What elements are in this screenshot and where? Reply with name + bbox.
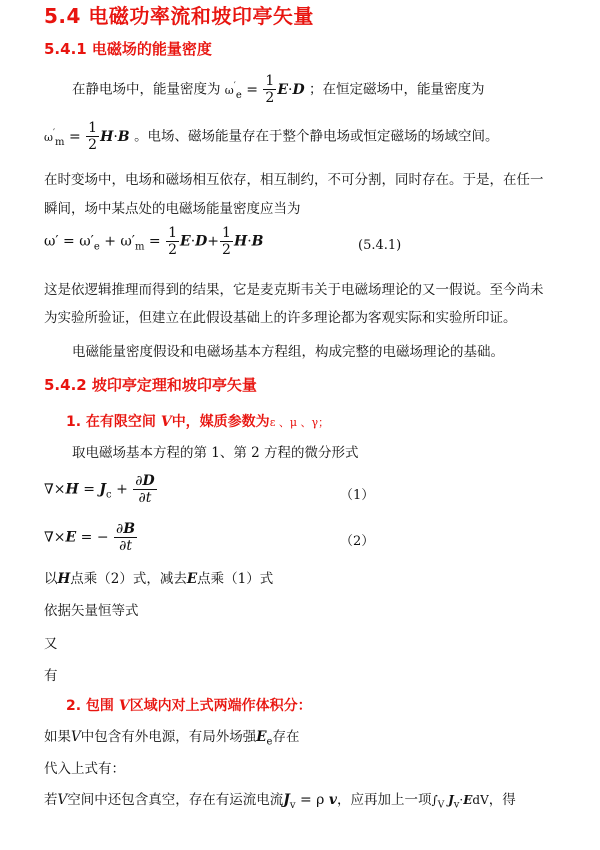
subsection-heading-5-4-1: 5.4.1 电磁场的能量密度 xyxy=(44,40,212,58)
formula-magnetic-energy-density: $\omega_{'m}$ = $\frac{1}{2}$ H·B xyxy=(44,120,130,153)
text-static-electric: 在静电场中，能量密度为 xyxy=(72,81,221,98)
paragraph-static-field xyxy=(72,74,485,105)
text-field-space: 。电场、磁场能量存在于整个静电场或恒定磁场的场域空间。 xyxy=(134,128,499,145)
last-text-b: 空间中还包含真空，存在有运流电流 xyxy=(67,792,284,808)
paragraph-time-varying: 在时变场中，电场和磁场相互依存，相互制约，不可分割，同时存在。于是，在任一瞬间，场中某点处的电磁场能量密度应当为 xyxy=(44,172,544,217)
ext-text-c: 存在 xyxy=(272,729,300,745)
section-title: 5.4 电磁功率流和坡印亭矢量 xyxy=(44,4,314,28)
equation-number-1: （1） xyxy=(340,488,375,503)
item1-prefix: 1. 在有限空间 xyxy=(66,414,156,430)
list-item-1: 1. 在有限空间 V中，媒质参数为ε 、μ 、γ； xyxy=(66,414,330,430)
paragraph-you-1: 又 xyxy=(44,636,58,652)
ext-text-b: 中包含有外电源，有局外场强 xyxy=(80,729,257,745)
item2-prefix: 2. 包围 xyxy=(66,698,114,714)
last-text-c: ，应再加上一项 xyxy=(336,792,432,808)
ext-text-a: 如果 xyxy=(44,729,71,745)
item1-mid: 中，媒质参数为 xyxy=(171,414,270,430)
formula-electric-energy-density: $\omega_{'e}$ = $\frac{1}{2}$ E·D xyxy=(224,73,305,106)
subsection-heading-5-4-2: 5.4.2 坡印亭定理和坡印亭矢量 xyxy=(44,376,257,394)
dot-text-c: 点乘（1）式 xyxy=(197,571,274,587)
equation-number-2: （2） xyxy=(340,534,375,549)
list-item-2: 2. 包围 V区域内对上式两端作体积分： xyxy=(66,698,312,714)
equation-5-4-1: $\omega' = \omega'_e + \omega'_m$ = $\frac{1}{2}$ E·D+ $\frac{1}{2}$ H·B xyxy=(44,225,264,258)
paragraph-external-source: 如果V中包含有外电源，有局外场强$E_e$存在 xyxy=(44,729,300,748)
paragraph-magnetic-density xyxy=(44,121,499,152)
last-text-d: ，得 xyxy=(488,792,516,808)
dot-text-b: 点乘（2）式，减去 xyxy=(70,571,187,587)
paragraph-foundation: 电磁能量密度假设和电磁场基本方程组，构成完整的电磁场理论的基础。 xyxy=(72,344,504,360)
paragraph-dot-product: 以H点乘（2）式，减去E点乘（1）式 xyxy=(44,571,274,587)
dot-text-a: 以 xyxy=(44,571,58,587)
last-text-a: 若 xyxy=(44,792,58,808)
paragraph-hypothesis: 这是依逻辑推理而得到的结果，它是麦克斯韦关于电磁场理论的又一假说。至今尚未为实验所验证，但建立在此假设基础上的许多理论都为客观实际和实验所印证。 xyxy=(44,282,544,326)
paragraph-substitute: 代入上式有： xyxy=(44,761,125,777)
equation-1: $\nabla\times H = J_c$ + $\frac{\partial D}{\partial t}$ xyxy=(44,473,155,506)
paragraph-vector-identity: 依据矢量恒等式 xyxy=(44,603,139,619)
paragraph-differential-form: 取电磁场基本方程的第 1、第 2 方程的微分形式 xyxy=(72,445,359,461)
paragraph-you-2: 有 xyxy=(44,668,58,684)
equation-2: ∇×E = − $\frac{\partial B}{\partial t}$ xyxy=(44,521,136,554)
paragraph-convection-current: 若V空间中还包含真空，存在有运流电流$J_v = \rho$ v，应再加上一项$\int_V$ $J_v\cdot EdV$，得 xyxy=(44,792,516,811)
text-static-magnetic: ；在恒定磁场中，能量密度为 xyxy=(309,81,485,98)
equation-number-5-4-1: (5.4.1) xyxy=(358,238,402,253)
media-parameters: ε 、μ 、γ； xyxy=(269,416,330,429)
item2-suffix: 区域内对上式两端作体积分： xyxy=(129,698,312,714)
